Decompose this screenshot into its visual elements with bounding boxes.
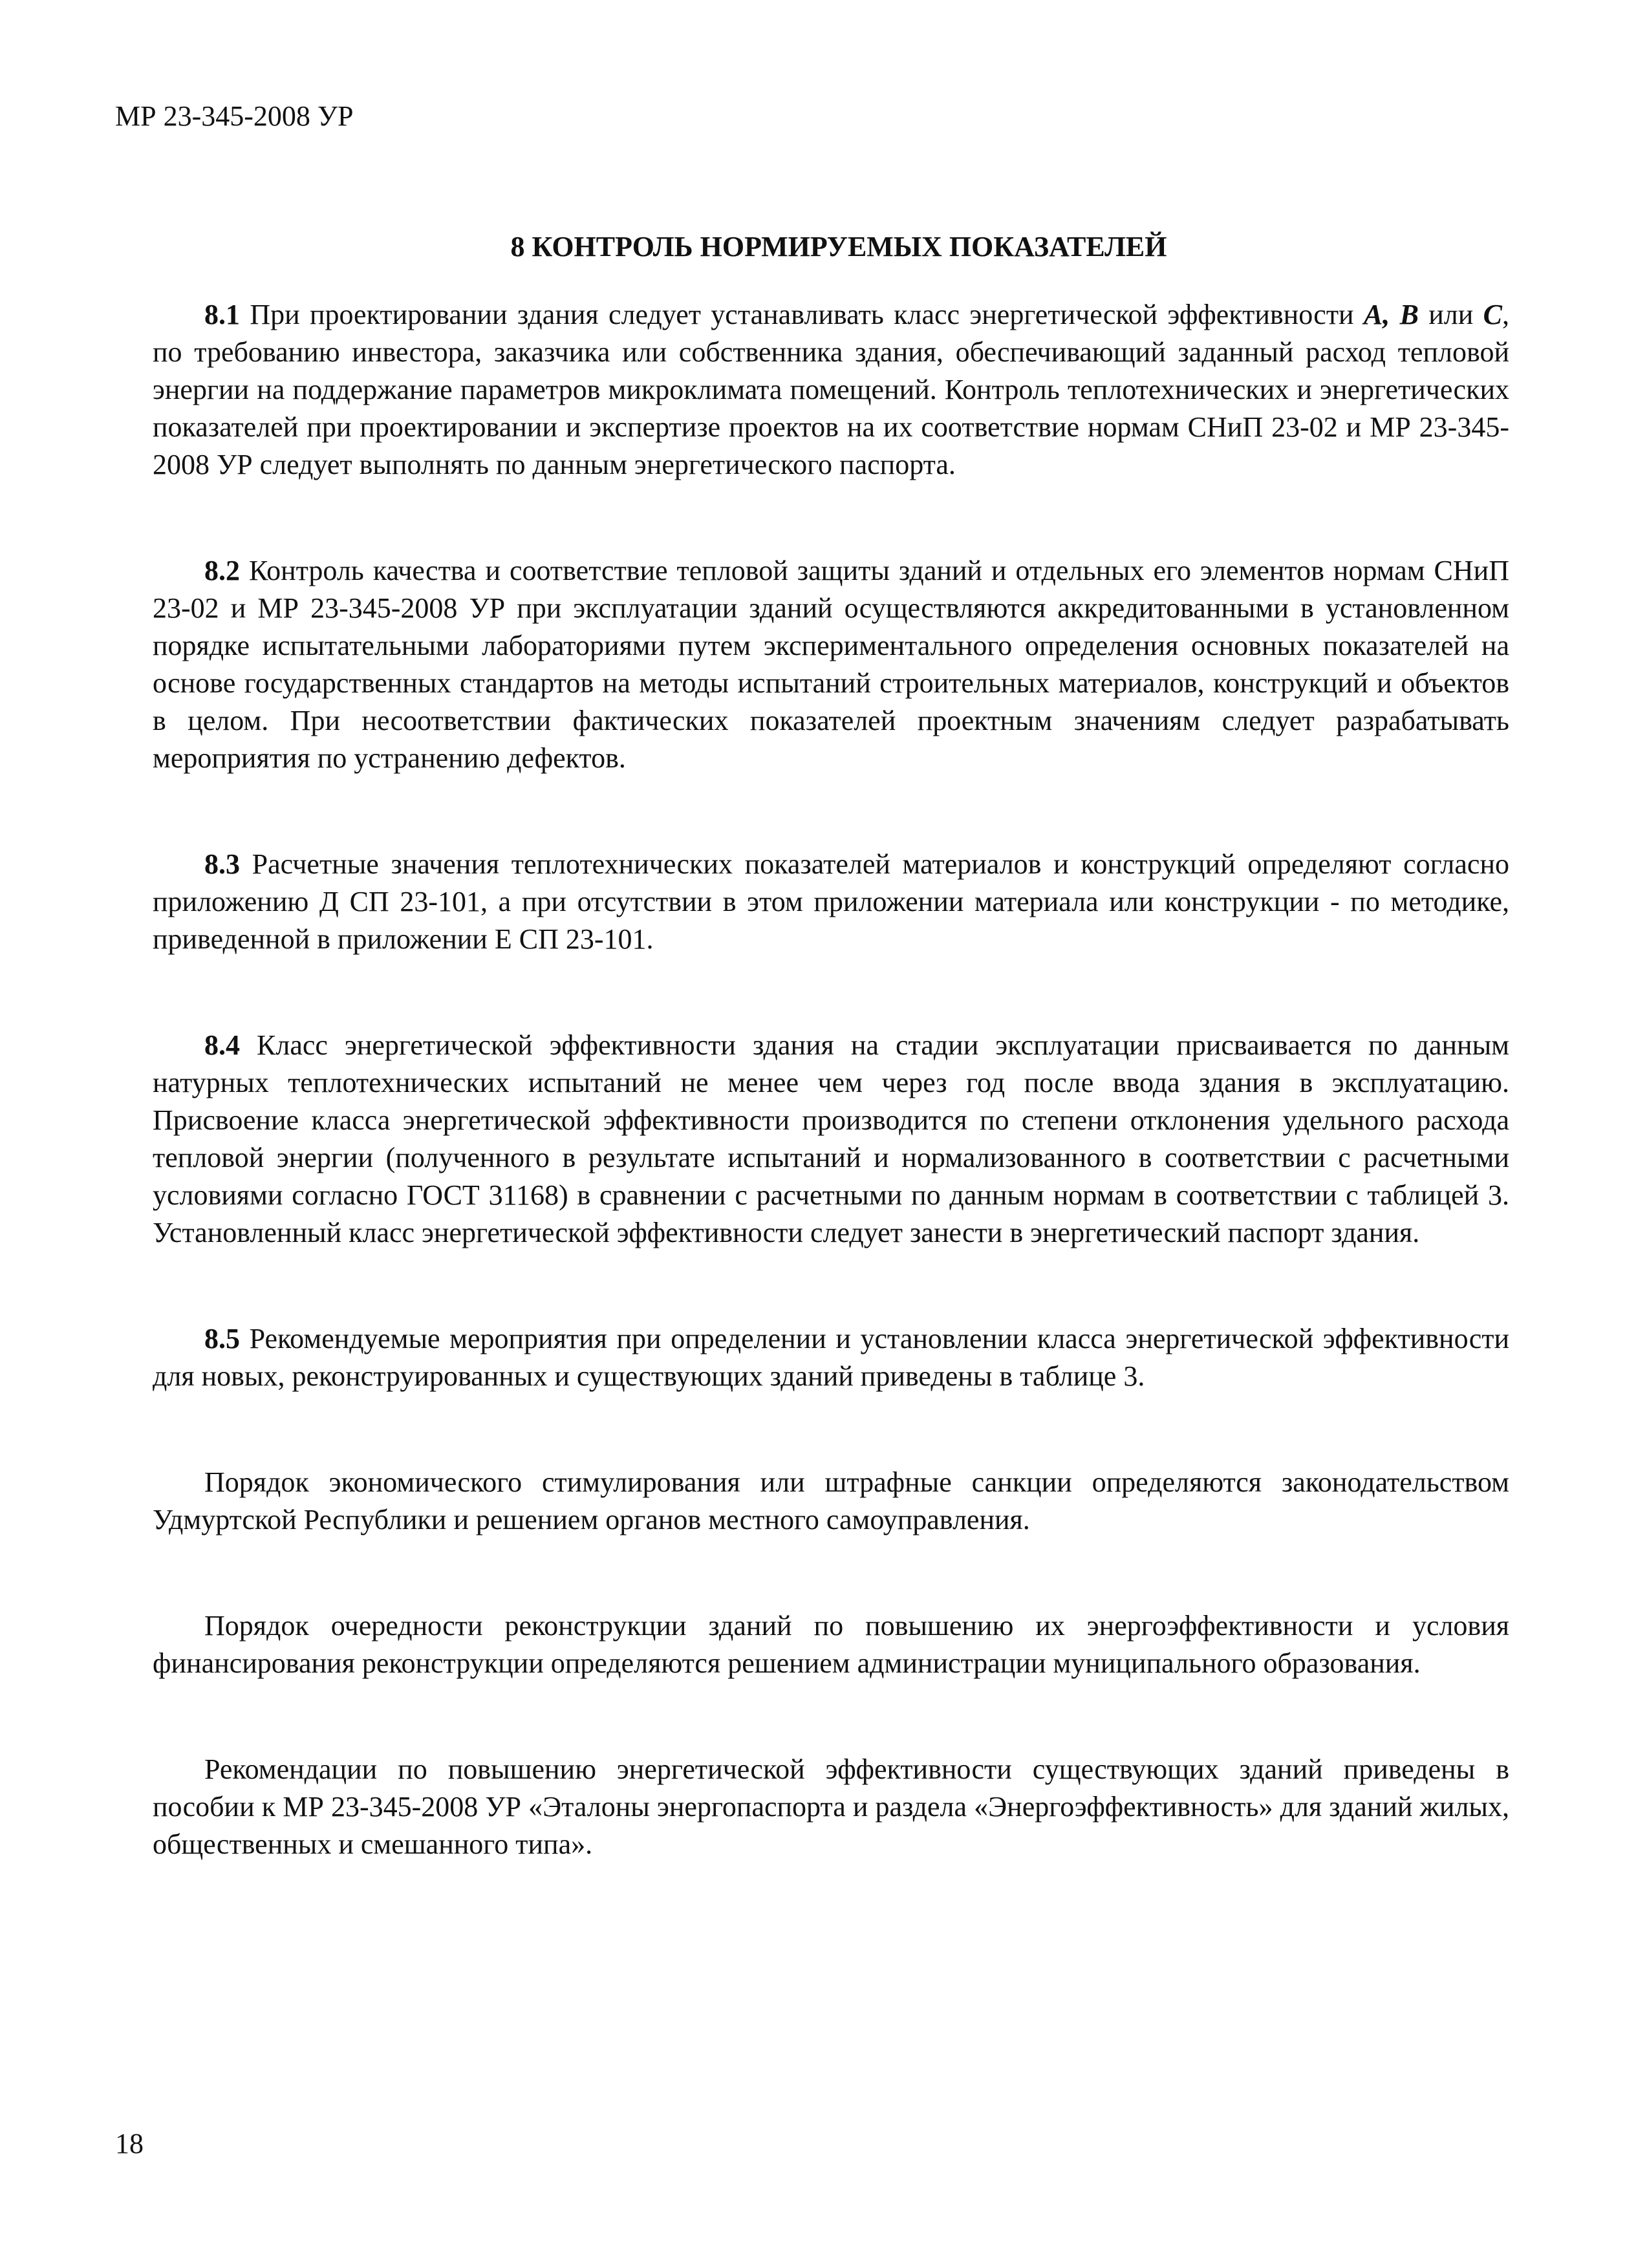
paragraph-reconstruction-order: Порядок очередности реконструкции зданий по повышению их энергоэффективности и условия финансирования реконструкции определяются решением администрации муниципального образования. — [153, 1610, 1509, 1679]
paragraph-text: Рекомендуемые мероприятия при определении и установлении класса энергетической эффективности для новых, реконструированных и существующих зданий приведены в таблице 3. — [153, 1323, 1509, 1392]
paragraph-number: 8.5 — [204, 1323, 240, 1354]
paragraph-recommendations: Рекомендации по повышению энергетической эффективности существующих зданий приведены в пособии к МР 23-345-2008 УР «Эталоны энергопаспорта и раздела «Энергоэффективность» для зданий жилых, общественных и смешанного типа». — [153, 1753, 1509, 1860]
paragraph-text: При проектировании здания следует устанавливать класс энергетической эффективности — [240, 299, 1364, 330]
paragraph-number: 8.2 — [204, 555, 240, 586]
energy-class-letters: A, B — [1363, 299, 1419, 330]
paragraph-text: Расчетные значения теплотехнических показателей материалов и конструкций определяют согласно приложению Д СП 23-101, а при отсутствии в этом приложении материала или конструкции - по методике, приведенной в приложении Е СП 23-101. — [153, 848, 1509, 955]
paragraph-8-5 — [153, 1320, 1509, 1395]
paragraph-8-3 — [153, 846, 1509, 958]
paragraph-8-1 — [153, 296, 1509, 484]
paragraph-text: Класс энергетической эффективности здания на стадии эксплуатации присваивается по данным натурных теплотехнических испытаний не менее чем через год после ввода здания в эксплуатацию. Присвоение класса энергетической эффективности производится по степени отклонения удельного расхода тепловой энергии (полученного в результате испытаний и нормализованного в соответствии с расчетными условиями согласно ГОСТ 31168) в сравнении с расчетными по данным нормам в соответствии с таблицей 3. Установленный класс энергетической эффективности следует занести в энергетический паспорт здания. — [153, 1029, 1509, 1248]
paragraph-text: Контроль качества и соответствие тепловой защиты зданий и отдельных его элементов нормам СНиП 23-02 и МР 23-345-2008 УР при эксплуатации зданий осуществляются аккредитованными в установленном порядке испытательными лабораториями путем экспериментального определения основных показателей на основе государственных стандартов на методы испытаний строительных материалов, конструкций и объектов в целом. При несоответствии фактических показателей проектным значениям следует разрабатывать мероприятия по устранению дефектов. — [153, 555, 1509, 774]
document-code-header: МР 23-345-2008 УР — [115, 100, 354, 132]
section-body — [153, 296, 1509, 1932]
page-number: 18 — [115, 2128, 144, 2159]
paragraph-incentives: Порядок экономического стимулирования или штрафные санкции определяются законодательством Удмуртской Республики и решением органов местного самоуправления. — [153, 1466, 1509, 1535]
paragraph-8-4 — [153, 1027, 1509, 1252]
paragraph-number: 8.1 — [204, 299, 240, 330]
paragraph-8-2 — [153, 552, 1509, 777]
energy-class-letter: C — [1483, 299, 1502, 330]
paragraph-text: , по требованию инвестора, заказчика или собственника здания, обеспечивающий заданный расход тепловой энергии на поддержание параметров микроклимата помещений. Контроль теплотехнических и энергетических показателей при проектировании и экспертизе проектов на их соответствие нормам СНиП 23-02 и МР 23-345-2008 УР следует выполнять по данным энергетического паспорта. — [153, 299, 1509, 480]
paragraph-text: или — [1418, 299, 1483, 330]
paragraph-number: 8.3 — [204, 848, 240, 880]
paragraph-number: 8.4 — [204, 1029, 240, 1061]
section-title: 8 КОНТРОЛЬ НОРМИРУЕМЫХ ПОКАЗАТЕЛЕЙ — [510, 231, 1167, 262]
